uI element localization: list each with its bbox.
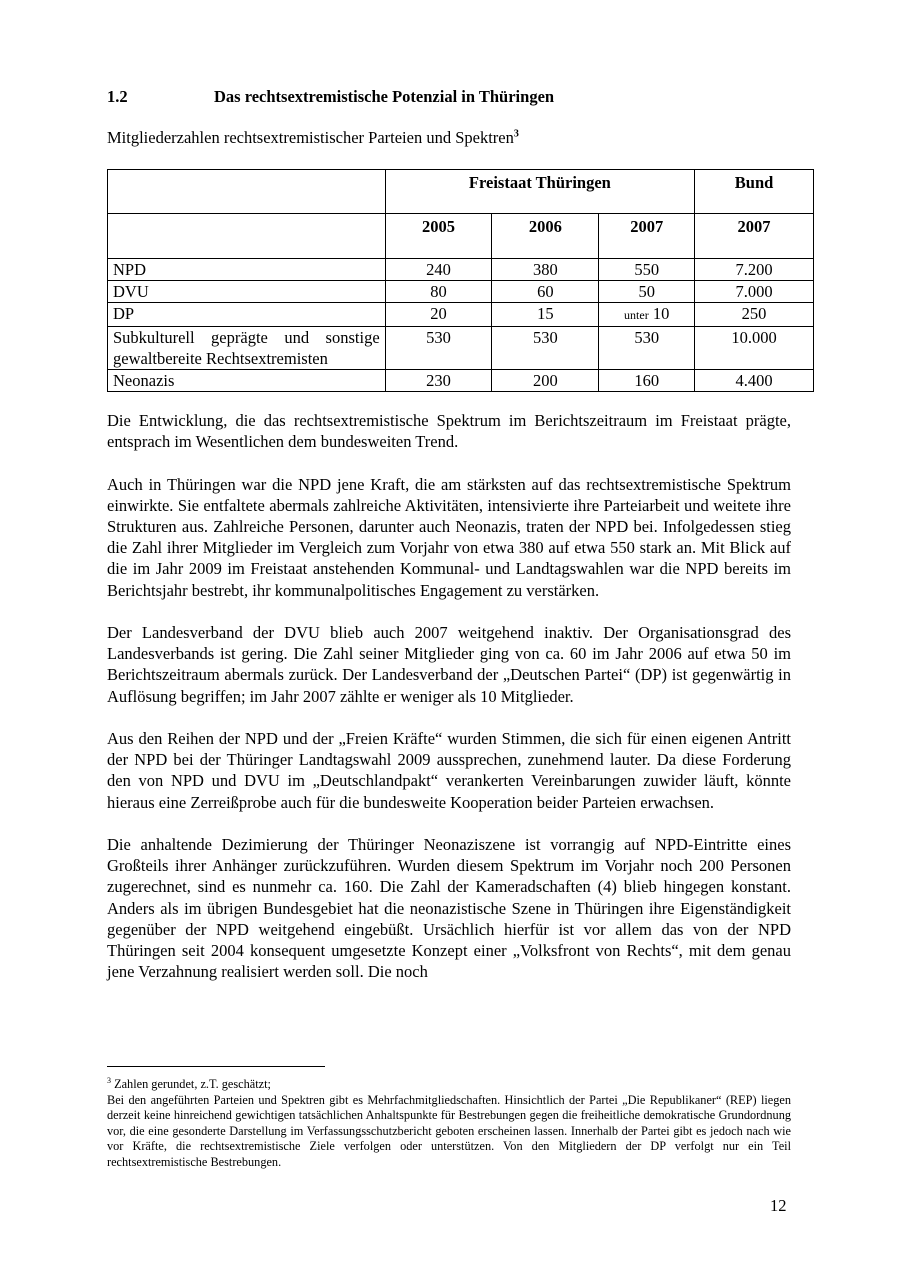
paragraph: Auch in Thüringen war die NPD jene Kraft, die am stärksten auf das rechtsextremistische Spektrum einwirkte. Sie entfaltete abermals zahlreiche Aktivitäten, intensivierte ihre Parteiarbeit und weitete ihre Strukturen aus. Zahlreiche Personen, darunter auch Neonazis, traten der NPD bei. Infolgedessen stieg die Zahl ihrer Mitglieder im Vergleich zum Vorjahr von etwa 380 auf etwa 550 stark an. Mit Blick auf die im Jahr 2009 im Freistaat anstehenden Kommunal- und Landtagswahlen war die NPD bereits im Berichtsjahr bestrebt, ihr kommunalpolitisches Engagement zu verstärken.: [107, 474, 791, 600]
row-label: NPD: [108, 259, 386, 281]
cell-bund: 7.000: [695, 281, 814, 303]
section-title: Das rechtsextremistische Potenzial in Thüringen: [214, 87, 555, 106]
table-header-row-group: [108, 170, 814, 214]
cell-bund: 4.400: [695, 370, 814, 392]
table-row: [108, 259, 814, 281]
cell-2006: 15: [492, 303, 599, 327]
cell-2005: 20: [385, 303, 492, 327]
cell-bund: 250: [695, 303, 814, 327]
header-year: 2007: [695, 214, 814, 259]
cell-2005: 80: [385, 281, 492, 303]
cell-2005: 530: [385, 327, 492, 370]
table-row: [108, 303, 814, 327]
cell-2007-value: 50: [638, 282, 655, 301]
paragraph: Die anhaltende Dezimierung der Thüringer Neonaziszene ist vorrangig auf NPD-Eintritte eines Großteils ihrer Anhänger zurückzuführen. Wurden diesem Spektrum im Vorjahr noch 200 Personen zugerechnet, sind es nunmehr ca. 160. Die Zahl der Kameradschaften (4) blieb hingegen konstant. Anders als im übrigen Bundesgebiet hat die neonazistische Szene in Thüringen ihre Eigenständigkeit gegenüber der NPD weitgehend eingebüßt. Ursächlich hierfür ist vor allem das von der NPD Thüringen seit 2004 konsequent umgesetzte Konzept einer „Volksfront von Rechts“, mit dem genau jene Verzahnung realisiert werden soll. Die noch: [107, 835, 791, 982]
header-year: 2006: [492, 214, 599, 259]
paragraph: Die Entwicklung, die das rechtsextremistische Spektrum im Berichtszeitraum im Freistaat prägte, entsprach im Wesentlichen dem bundesweiten Trend.: [107, 411, 791, 452]
table-row: [108, 370, 814, 392]
row-label: Subkulturell geprägte und sonstige gewaltbereite Rechtsextremisten: [108, 327, 386, 370]
cell-2007-prefix: unter: [624, 308, 649, 322]
cell-2007-value: 160: [634, 371, 660, 390]
cell-2006: 60: [492, 281, 599, 303]
cell-2006: 380: [492, 259, 599, 281]
page-number: 12: [770, 1196, 787, 1215]
section-number: 1.2: [107, 87, 128, 106]
header-year: 2007: [599, 214, 695, 259]
table-header-row-years: [108, 214, 814, 259]
footnote-separator: [107, 1066, 325, 1067]
footnote-first-line: [107, 1073, 791, 1093]
row-label: DP: [108, 303, 386, 327]
cell-2005: 240: [385, 259, 492, 281]
cell-2005: 230: [385, 370, 492, 392]
cell-2007: [599, 259, 695, 281]
footnote: [107, 1073, 791, 1171]
cell-2007-value: 530: [634, 328, 660, 347]
section-heading: [107, 87, 807, 107]
paragraph: Der Landesverband der DVU blieb auch 2007 weitgehend inaktiv. Der Organisationsgrad des Landesverbands ist gering. Die Zahl seiner Mitglieder ging von ca. 60 im Jahr 2006 auf etwa 50 im Berichtszeitraum abermals zurück. Der Landesverband der „Deutschen Partei“ (DP) ist gegenwärtig in Auflösung begriffen; im Jahr 2007 zählte er weniger als 10 Mitglieder.: [107, 623, 791, 706]
cell-bund: 10.000: [695, 327, 814, 370]
cell-2006: 200: [492, 370, 599, 392]
table-caption: [107, 128, 519, 148]
membership-table: [107, 169, 814, 392]
header-thueringen: Freistaat Thüringen: [385, 170, 694, 214]
row-label: Neonazis: [108, 370, 386, 392]
footnote-text: Bei den angeführten Parteien und Spektren gibt es Mehrfachmitgliedschaften. Hinsichtlich der Partei „Die Republikaner“ (REP) liegen derzeit keine hinreichend gewichtigen tatsächlichen Anhaltspunkte für Bestrebungen gegen die freiheitliche demokratische Grundordnung vor, die eine gesonderte Darstellung im Verfassungsschutzbericht geboten erscheinen lassen. Innerhalb der Partei gibt es jedoch nach wie vor Kräfte, die rechtsextremistische Ziele verfolgen oder unterstützen. Von den Mitgliedern der DP verfolgt nur ein Teil rechtsextremistische Bestrebungen.: [107, 1092, 791, 1170]
cell-2006: 530: [492, 327, 599, 370]
table-row: [108, 281, 814, 303]
cell-2007-value: 10: [652, 304, 670, 323]
cell-2007-value: 550: [634, 260, 660, 279]
cell-2007: [599, 281, 695, 303]
footnote-line1: Zahlen gerundet, z.T. geschätzt;: [114, 1077, 271, 1092]
cell-2007: [599, 303, 695, 327]
footnote-reference: 3: [513, 128, 519, 140]
table-caption-text: Mitgliederzahlen rechtsextremistischer Parteien und Spektren: [107, 128, 514, 147]
table-row: [108, 327, 814, 370]
row-label: DVU: [108, 281, 386, 303]
paragraph: Aus den Reihen der NPD und der „Freien Kräfte“ wurden Stimmen, die sich für einen eigenen Antritt der NPD bei der Thüringer Landtagswahl 2009 aussprechen, zunehmend lauter. Da diese Forderung den von NPD und DVU im „Deutschlandpakt“ verankerten Vereinbarungen zuwider läuft, könnte hieraus eine Zerreißprobe auch für die bundesweite Kooperation beider Parteien erwachsen.: [107, 729, 791, 812]
cell-2007: [599, 327, 695, 370]
cell-2007: [599, 370, 695, 392]
empty-header-cell: [108, 214, 386, 259]
footnote-marker: 3: [107, 1076, 111, 1085]
body-text: [107, 410, 791, 1004]
header-bund: Bund: [695, 170, 814, 214]
empty-header-cell: [108, 170, 386, 214]
cell-bund: 7.200: [695, 259, 814, 281]
header-year: 2005: [385, 214, 492, 259]
